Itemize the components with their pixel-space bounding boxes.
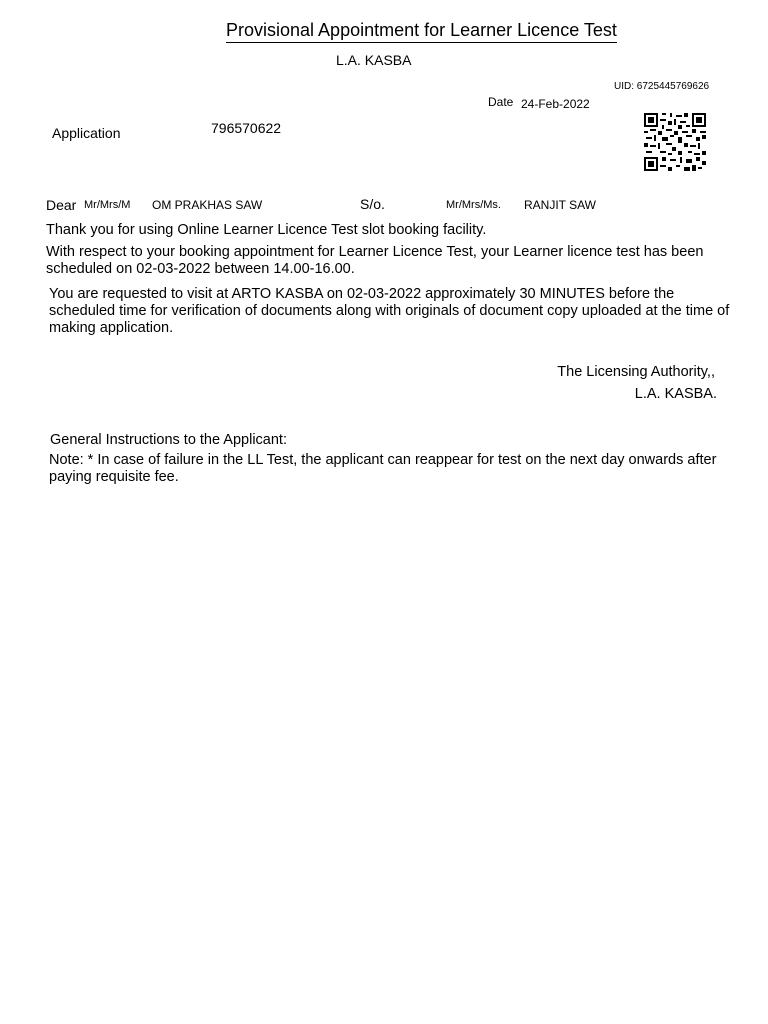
application-label: Application [52, 125, 121, 141]
instructions-note: Note: * In case of failure in the LL Test, the applicant can reappear for test on the next day onwards after paying requisite fee. [49, 452, 717, 485]
parent-title: Mr/Mrs/Ms. [446, 199, 501, 211]
application-number: 796570622 [211, 120, 282, 136]
signature-office: L.A. KASBA. [634, 386, 717, 402]
document-title: Provisional Appointment for Learner Licence Test [226, 20, 617, 43]
instructions-heading: General Instructions to the Applicant: [50, 432, 287, 448]
salutation: Dear [46, 197, 77, 213]
visit-paragraph: You are requested to visit at ARTO KASBA on 02-03-2022 approximately 30 MINUTES before the scheduled time for verification of documents along with originals of document copy uploaded at the time of making application. [49, 286, 730, 336]
schedule-paragraph: With respect to your booking appointment for Learner Licence Test, your Learner licence test has been scheduled on 02-03-2022 between 14.00-16.00. [46, 244, 704, 277]
thank-you-paragraph: Thank you for using Online Learner Licence Test slot booking facility. [46, 222, 487, 238]
date-value: 24-Feb-2022 [521, 97, 590, 111]
parent-name: RANJIT SAW [524, 198, 597, 212]
signature-authority: The Licensing Authority,, [557, 364, 715, 380]
qr-code-icon [644, 113, 706, 171]
relation-label: S/o. [360, 196, 385, 212]
office-name: L.A. KASBA [336, 52, 412, 68]
date-label: Date [488, 95, 514, 109]
addressee-name: OM PRAKHAS SAW [152, 198, 263, 212]
uid-text: UID: 6725445769626 [614, 81, 710, 92]
addressee-title: Mr/Mrs/M [84, 199, 131, 211]
